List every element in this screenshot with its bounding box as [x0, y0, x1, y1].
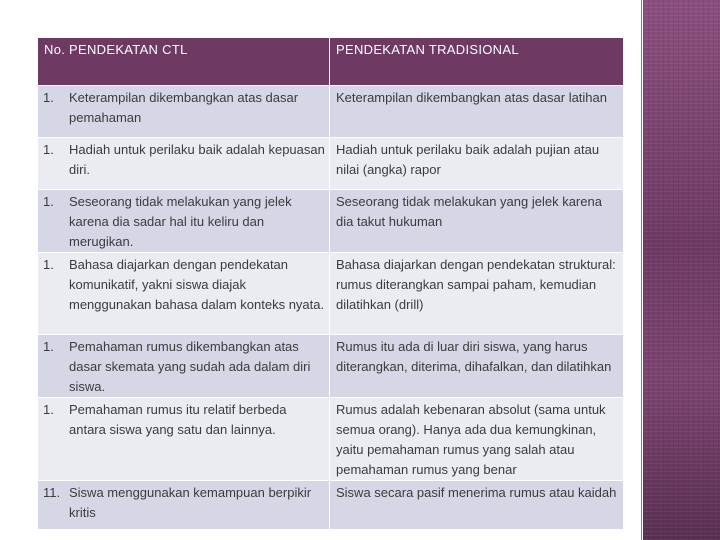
traditional-text: Bahasa diajarkan dengan pendekatan struktural: rumus diterangkan sampai paham, kemudian dilatihkan (drill) — [330, 253, 624, 335]
ctl-text: Siswa menggunakan kemampuan berpikir kritis — [69, 485, 312, 520]
traditional-text: Keterampilan dikembangkan atas dasar latihan — [330, 86, 624, 138]
table-row — [38, 190, 624, 253]
table-row — [38, 335, 624, 398]
ctl-text: Pemahaman rumus itu relatif berbeda antara siswa yang satu dan lainnya. — [69, 402, 287, 437]
ctl-text: Seseorang tidak melakukan yang jelek karena dia sadar hal itu keliru dan merugikan. — [69, 194, 292, 249]
table-row — [38, 138, 624, 190]
row-number: 1. — [43, 90, 54, 105]
ctl-text: Keterampilan dikembangkan atas dasar pemahaman — [69, 90, 299, 125]
header-ctl: No. PENDEKATAN CTL — [38, 38, 330, 86]
traditional-text: Rumus itu ada di luar diri siswa, yang harus diterangkan, diterima, dihafalkan, dan dilatihkan — [330, 335, 624, 398]
row-number: 1. — [43, 194, 54, 209]
comparison-table-container — [37, 37, 623, 530]
traditional-text: Siswa secara pasif menerima rumus atau kaidah — [330, 481, 624, 530]
table-row — [38, 253, 624, 335]
table-row — [38, 86, 624, 138]
row-number: 1. — [43, 339, 54, 354]
table-row — [38, 398, 624, 481]
traditional-text: Seseorang tidak melakukan yang jelek karena dia takut hukuman — [330, 190, 624, 253]
row-number: 1. — [43, 257, 54, 272]
ctl-text: Pemahaman rumus dikembangkan atas dasar skemata yang sudah ada dalam diri siswa. — [69, 339, 311, 394]
table-row — [38, 481, 624, 530]
ctl-text: Bahasa diajarkan dengan pendekatan komunikatif, yakni siswa diajak menggunakan bahasa dalam konteks nyata. — [69, 257, 325, 312]
traditional-text: Rumus adalah kebenaran absolut (sama untuk semua orang). Hanya ada dua kemungkinan, yaitu pemahaman rumus yang salah atau pemahaman rumus yang benar — [330, 398, 624, 481]
header-traditional: PENDEKATAN TRADISIONAL — [330, 38, 624, 86]
decorative-side-strip — [643, 0, 720, 540]
row-number: 11. — [43, 485, 61, 500]
row-number: 1. — [43, 402, 54, 417]
traditional-text: Hadiah untuk perilaku baik adalah pujian atau nilai (angka) rapor — [330, 138, 624, 190]
table-header-row — [38, 38, 624, 86]
ctl-text: Hadiah untuk perilaku baik adalah kepuasan diri. — [69, 142, 325, 177]
comparison-table — [37, 37, 624, 530]
divider-line — [641, 0, 642, 540]
row-number: 1. — [43, 142, 54, 157]
